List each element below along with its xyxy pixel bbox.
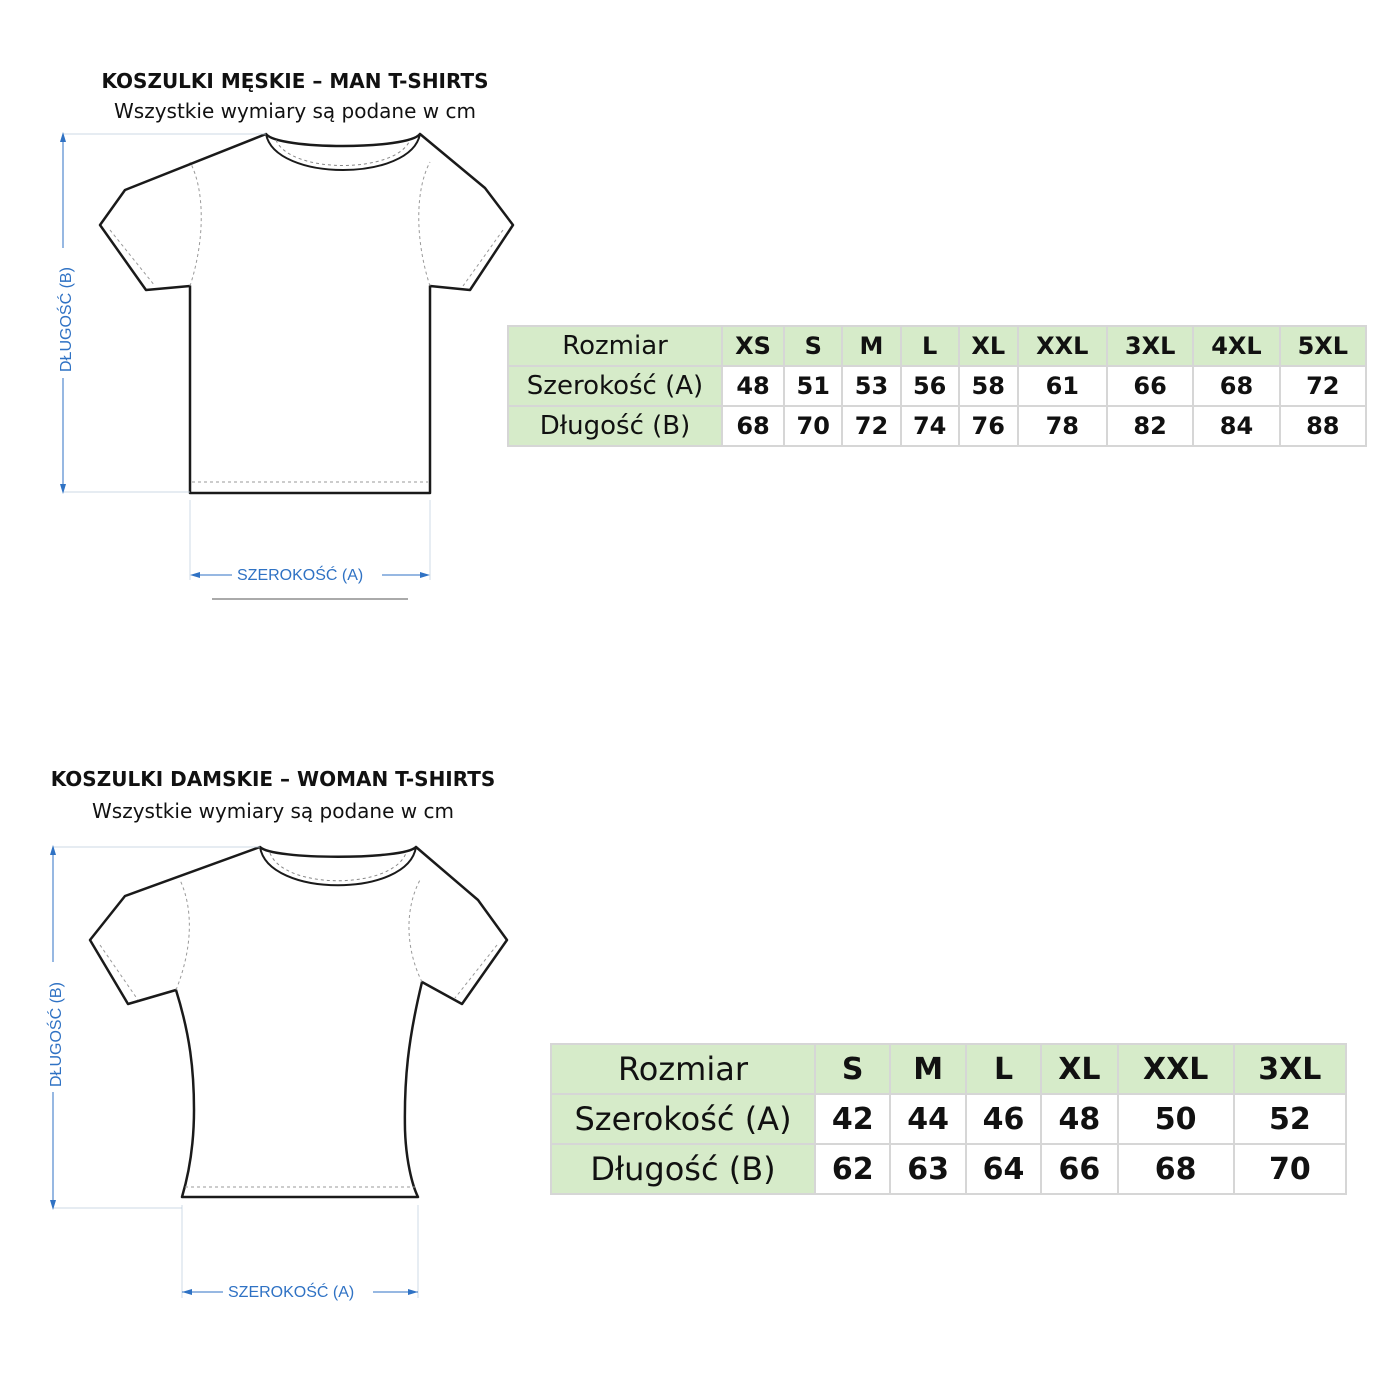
man-title: KOSZULKI MĘSKIE – MAN T-SHIRTS [101,69,489,93]
woman-size-cell: 3XL [1234,1044,1346,1094]
woman-width-row [551,1094,1346,1144]
man-length-label: DŁUGOŚĆ (B) [58,267,75,372]
man-width-label: SZEROKOŚĆ (A) [237,567,364,584]
man-value-cell: 72 [842,406,900,446]
man-size-cell: S [784,326,842,366]
man-value-cell: 68 [1193,366,1279,406]
man-width-dimension [190,500,430,599]
man-size-table [507,325,1367,447]
man-value-cell: 78 [1018,406,1107,446]
woman-size-table [550,1043,1347,1195]
man-subtitle: Wszystkie wymiary są podane w cm [114,99,476,123]
woman-width-dimension [182,1205,418,1302]
man-size-cell: M [842,326,900,366]
man-value-cell: 88 [1280,406,1366,446]
woman-value-cell: 68 [1118,1144,1234,1194]
man-size-cell: 3XL [1107,326,1193,366]
man-row-label: Szerokość (A) [508,366,722,406]
woman-value-cell: 64 [966,1144,1041,1194]
woman-value-cell: 66 [1041,1144,1117,1194]
woman-tshirt-diagram [0,700,520,1320]
man-length-row [508,406,1366,446]
man-value-cell: 72 [1280,366,1366,406]
woman-value-cell: 50 [1118,1094,1234,1144]
man-value-cell: 82 [1107,406,1193,446]
woman-row-label: Długość (B) [551,1144,815,1194]
man-value-cell: 56 [901,366,959,406]
woman-title: KOSZULKI DAMSKIE – WOMAN T-SHIRTS [50,767,496,791]
woman-value-cell: 52 [1234,1094,1346,1144]
man-value-cell: 76 [959,406,1018,446]
man-value-cell: 53 [842,366,900,406]
woman-header-label: Rozmiar [551,1044,815,1094]
woman-size-cell: S [815,1044,890,1094]
man-header-label: Rozmiar [508,326,722,366]
man-value-cell: 68 [722,406,784,446]
man-value-cell: 51 [784,366,842,406]
woman-value-cell: 70 [1234,1144,1346,1194]
man-size-cell: 5XL [1280,326,1366,366]
woman-size-cell: L [966,1044,1041,1094]
man-value-cell: 74 [901,406,959,446]
man-value-cell: 58 [959,366,1018,406]
man-value-cell: 70 [784,406,842,446]
woman-section [0,700,1400,1400]
man-row-label: Długość (B) [508,406,722,446]
woman-size-cell: XXL [1118,1044,1234,1094]
woman-value-cell: 44 [890,1094,965,1144]
man-tshirt-outline [100,134,513,493]
man-size-cell: XS [722,326,784,366]
woman-size-cell: XL [1041,1044,1117,1094]
man-value-cell: 84 [1193,406,1279,446]
woman-tshirt-outline [90,847,507,1197]
woman-length-row [551,1144,1346,1194]
woman-value-cell: 46 [966,1094,1041,1144]
woman-subtitle: Wszystkie wymiary są podane w cm [92,799,454,823]
man-table-header-row [508,326,1366,366]
man-value-cell: 61 [1018,366,1107,406]
man-tshirt-diagram [0,0,520,620]
man-size-cell: L [901,326,959,366]
woman-length-label: DŁUGOŚĆ (B) [48,982,65,1087]
man-width-row [508,366,1366,406]
man-size-cell: 4XL [1193,326,1279,366]
woman-row-label: Szerokość (A) [551,1094,815,1144]
woman-value-cell: 63 [890,1144,965,1194]
woman-value-cell: 62 [815,1144,890,1194]
woman-table-header-row [551,1044,1346,1094]
man-value-cell: 66 [1107,366,1193,406]
woman-value-cell: 48 [1041,1094,1117,1144]
man-size-cell: XXL [1018,326,1107,366]
man-value-cell: 48 [722,366,784,406]
man-size-cell: XL [959,326,1018,366]
woman-value-cell: 42 [815,1094,890,1144]
woman-size-cell: M [890,1044,965,1094]
woman-width-label: SZEROKOŚĆ (A) [228,1284,355,1301]
